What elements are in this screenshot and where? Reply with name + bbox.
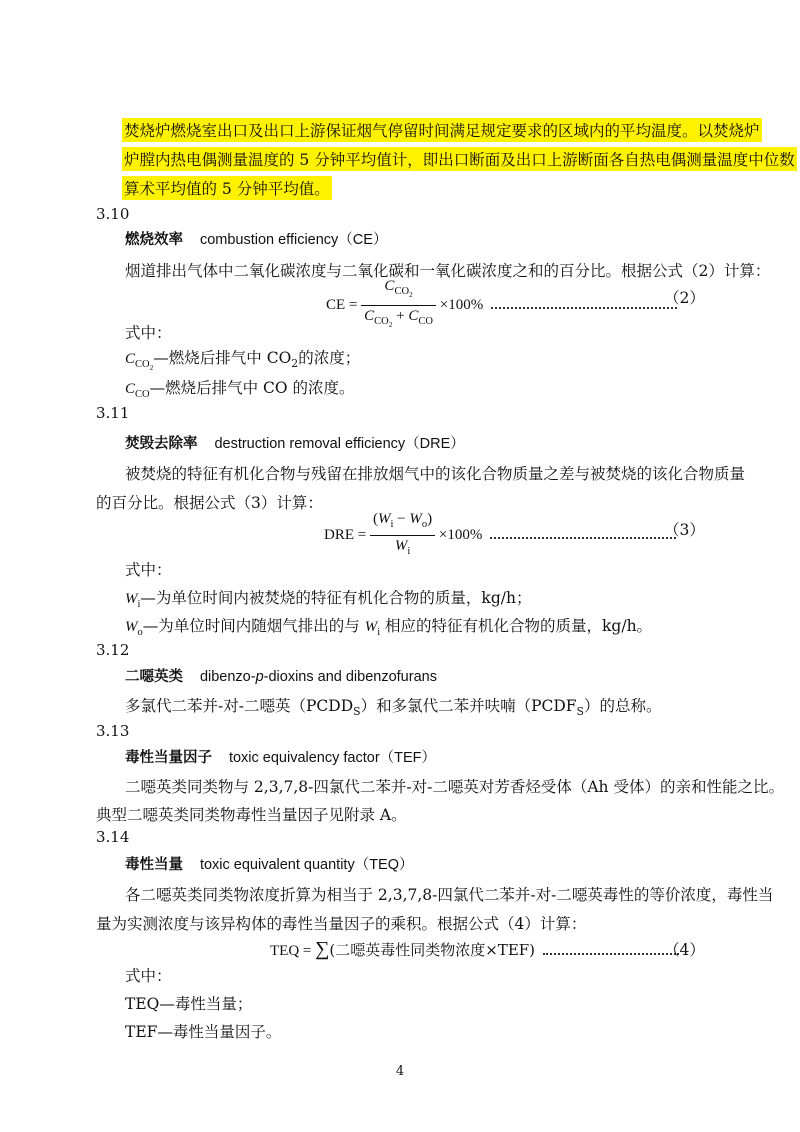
clause-number-3-13: 3.13 [96, 722, 130, 740]
dot-leader [543, 953, 679, 955]
term-en: destruction removal efficiency（DRE） [214, 436, 465, 452]
equation-number-2: （2） [664, 289, 705, 307]
equation-lhs: TEQ = [270, 943, 312, 959]
term-en: toxic equivalent quantity（TEQ） [199, 857, 414, 873]
summation-sign: ∑ [315, 938, 330, 960]
dot-leader [491, 307, 677, 309]
term-cn: 焚毁去除率 [125, 436, 198, 452]
clause-number-3-11: 3.11 [96, 404, 130, 422]
term-cn: 二噁英类 [125, 669, 183, 685]
symbol-definition: TEF—毒性当量因子。 [125, 1023, 282, 1041]
intro-line-1: 焚烧炉燃烧室出口及出口上游保证烟气停留时间满足规定要求的区域内的平均温度。以焚烧炉 [122, 118, 762, 142]
equation-fraction: $\frac{(W_i - W_o)}{W_i}$ [370, 509, 435, 562]
clause-number-3-14: 3.14 [96, 828, 130, 846]
equation-number-3: （3） [664, 521, 705, 539]
equation-lhs: DRE = [324, 526, 367, 543]
symbol-definition: TEQ—毒性当量； [125, 995, 253, 1013]
symbol-definition: $W_o—$为单位时间内随烟气排出的与 $W_i$ 相应的特征有机化合物的质量，kg/h。 [125, 617, 653, 638]
equation-lhs: CE = [326, 297, 358, 314]
symbol-definition: $W_i—$为单位时间内被焚烧的特征有机化合物的质量，kg/h； [125, 589, 532, 610]
equation-fraction: $\frac{C_{CO_2}}{C_{CO_2} + C_{CO}}$ [361, 276, 436, 335]
equation-multiplier: ×100% [439, 297, 484, 314]
definition-3-14-line-2: 量为实测浓度与该异构体的毒性当量因子的乘积。根据公式（4）计算： [96, 915, 587, 933]
intro-line-2: 炉膛内热电偶测量温度的 5 分钟平均值计，即出口断面及出口上游断面各自热电偶测量温度中位数 [122, 147, 797, 171]
definition-3-11-line-2: 的百分比。根据公式（3）计算： [96, 494, 323, 512]
equation-3 [324, 509, 680, 562]
symbol-definition: $C_{CO}—$燃烧后排气中 CO 的浓度。 [125, 379, 355, 400]
where-label: 式中： [125, 561, 172, 579]
term-heading-3-12 [125, 665, 437, 686]
term-heading-3-13 [125, 746, 436, 767]
equation-body: (二噁英毒性同类物浓度×TEF) [329, 941, 536, 959]
term-en: dibenzo-p-dioxins and dibenzofurans [199, 669, 437, 685]
definition-3-13-line-2: 典型二噁英类同类物毒性当量因子见附录 A。 [96, 806, 407, 824]
where-label: 式中： [125, 324, 172, 342]
clause-number-3-12: 3.12 [96, 641, 130, 659]
symbol-definition: $C_{CO_2}—$燃烧后排气中 $CO_2$的浓度； [125, 349, 361, 373]
equation-multiplier: ×100% [438, 526, 483, 543]
definition-3-11-line-1: 被焚烧的特征有机化合物与残留在排放烟气中的该化合物质量之差与被焚烧的该化合物质量 [125, 465, 746, 483]
equation-2 [326, 276, 681, 335]
definition-3-13-line-1: 二噁英类同类物与 2,3,7,8-四氯代二苯并-对-二噁英对芳香烃受体（Ah 受体）的亲和性能之比。 [125, 778, 784, 796]
term-heading-3-11 [125, 432, 465, 453]
intro-line-3: 算术平均值的 5 分钟平均值。 [122, 176, 332, 200]
definition-3-14-line-1: 各二噁英类同类物浓度折算为相当于 2,3,7,8-四氯代二苯并-对-二噁英毒性的等价浓度，毒性当 [125, 886, 774, 904]
term-en: toxic equivalency factor（TEF） [228, 750, 437, 766]
clause-number-3-10: 3.10 [96, 205, 130, 223]
term-en: combustion efficiency（CE） [199, 232, 388, 248]
page-number: 4 [395, 1064, 405, 1079]
term-heading-3-14 [125, 853, 414, 874]
definition-3-12: 多氯代二苯并-对-二噁英$(PCDD_S)$和多氯代二苯并呋喃$(PCDF_S)$的总称。 [125, 697, 662, 719]
term-cn: 燃烧效率 [125, 232, 183, 248]
term-heading-3-10 [125, 228, 387, 249]
term-cn: 毒性当量因子 [125, 750, 212, 766]
equation-number-4: （4） [664, 941, 705, 959]
definition-3-10: 烟道排出气体中二氧化碳浓度与二氧化碳和一氧化碳浓度之和的百分比。根据公式（2）计算： [125, 262, 771, 280]
term-cn: 毒性当量 [125, 857, 183, 873]
where-label: 式中： [125, 967, 172, 985]
dot-leader [490, 537, 676, 539]
equation-4 [270, 938, 683, 961]
